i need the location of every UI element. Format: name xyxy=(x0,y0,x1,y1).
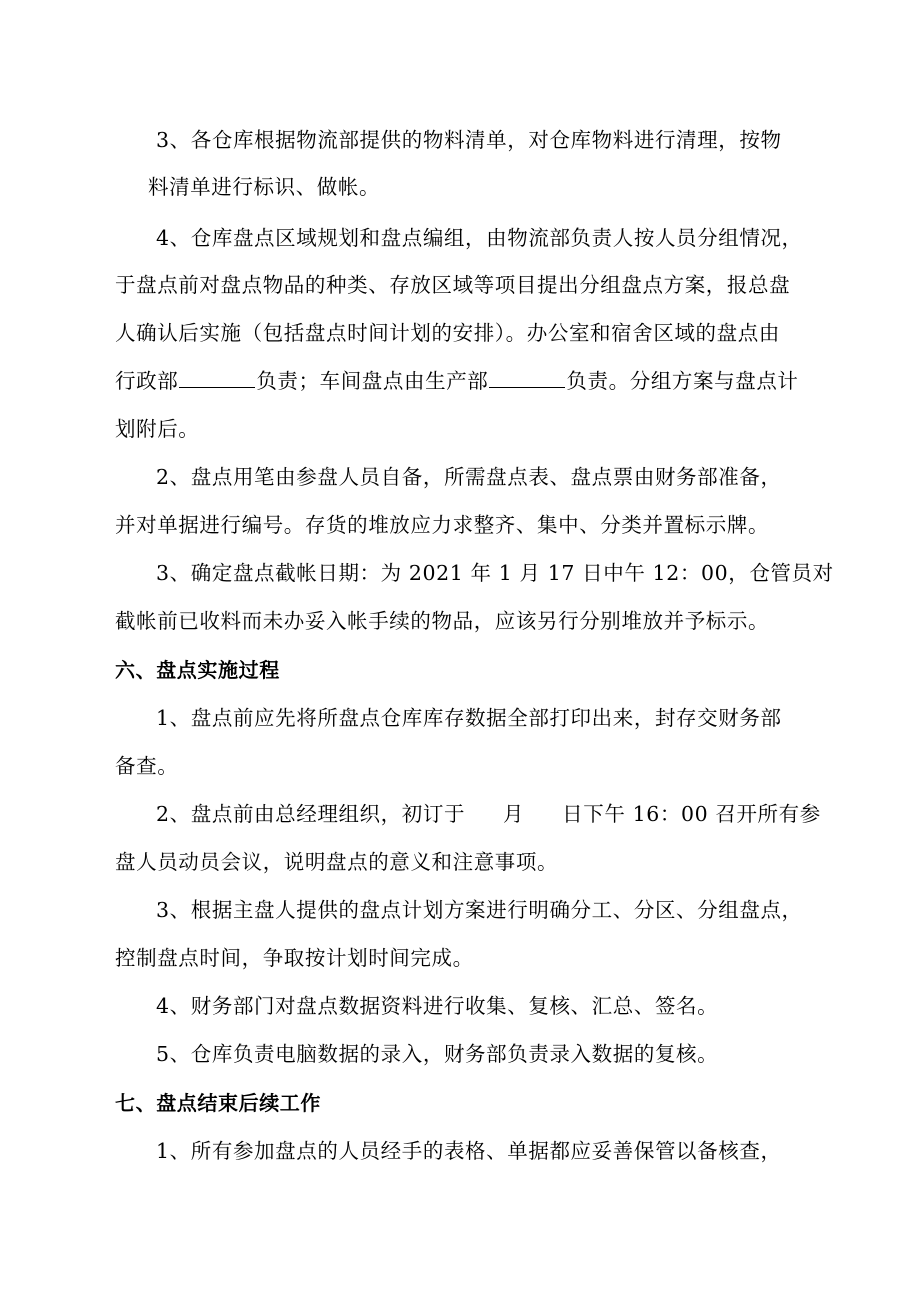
paragraph-line: 1、盘点前应先将所盘点仓库库存数据全部打印出来，封存交财务部 xyxy=(156,706,782,730)
paragraph-line: 人确认后实施（包括盘点时间计划的安排）。办公室和宿舍区域的盘点由 xyxy=(115,321,780,345)
paragraph-line: 3、确定盘点截帐日期：为 2021 年 1 月 17 日中午 12：00，仓管员对 xyxy=(156,561,834,585)
paragraph-line: 盘人员动员会议，说明盘点的意义和注意事项。 xyxy=(115,850,559,874)
paragraph-line: 1、所有参加盘点的人员经手的表格、单据都应妥善保管以备核查， xyxy=(156,1139,782,1163)
text-segment: 月 xyxy=(503,802,525,826)
text-segment: 负责；车间盘点由生产部 xyxy=(256,369,489,393)
text-segment: 日下午 16：00 召开所有参 xyxy=(562,802,821,826)
paragraph-line: 3、各仓库根据物流部提供的物料清单，对仓库物料进行清理，按物 xyxy=(156,128,782,152)
text-segment: 行政部 xyxy=(115,369,179,393)
fill-in-blank xyxy=(489,369,565,388)
paragraph-line: 划附后。 xyxy=(115,417,200,441)
text-segment: 2、盘点前由总经理组织，初订于 xyxy=(156,802,466,826)
section-heading: 七、盘点结束后续工作 xyxy=(115,1091,321,1115)
paragraph-line xyxy=(115,368,799,394)
paragraph-line: 4、仓库盘点区域规划和盘点编组，由物流部负责人按人员分组情况， xyxy=(156,226,803,250)
paragraph-line: 2、盘点用笔由参盘人员自备，所需盘点表、盘点票由财务部准备， xyxy=(156,465,782,489)
paragraph-line: 并对单据进行编号。存货的堆放应力求整齐、集中、分类并置标示牌。 xyxy=(115,513,770,537)
paragraph-line: 截帐前已收料而未办妥入帐手续的物品，应该另行分别堆放并予标示。 xyxy=(115,609,770,633)
paragraph-line: 控制盘点时间，争取按计划时间完成。 xyxy=(115,946,474,970)
paragraph-line: 3、根据主盘人提供的盘点计划方案进行明确分工、分区、分组盘点， xyxy=(156,898,803,922)
paragraph-line: 5、仓库负责电脑数据的录入，财务部负责录入数据的复核。 xyxy=(156,1042,719,1066)
paragraph-line: 备查。 xyxy=(115,754,179,778)
paragraph-line xyxy=(156,801,821,827)
text-segment: 负责。分组方案与盘点计 xyxy=(566,369,799,393)
section-heading: 六、盘点实施过程 xyxy=(115,658,280,682)
paragraph-line: 于盘点前对盘点物品的种类、存放区域等项目提出分组盘点方案，报总盘 xyxy=(115,273,791,297)
paragraph-line: 料清单进行标识、做帐。 xyxy=(148,175,381,199)
paragraph-line: 4、财务部门对盘点数据资料进行收集、复核、汇总、签名。 xyxy=(156,994,719,1018)
fill-in-blank xyxy=(179,369,255,388)
